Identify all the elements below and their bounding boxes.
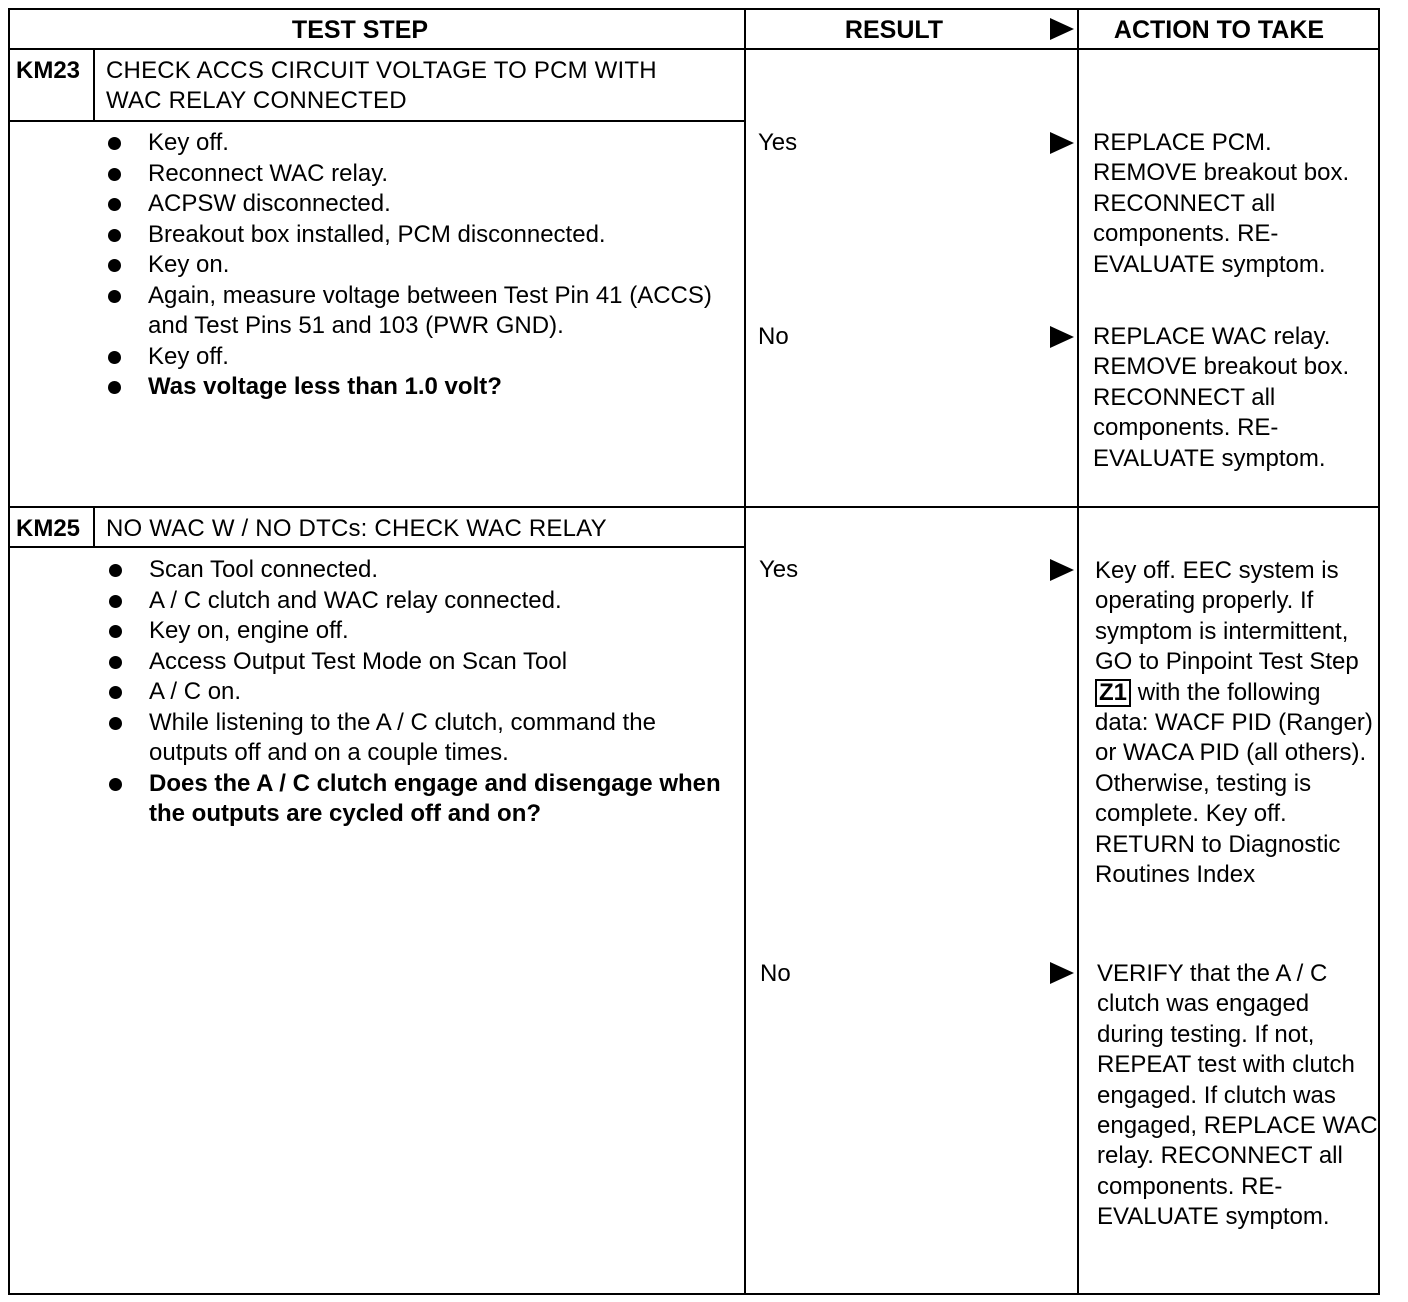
km25-title-rule	[10, 546, 744, 548]
pinpoint-step-ref: Z1	[1095, 679, 1131, 707]
list-item: Access Output Test Mode on Scan Tool	[107, 647, 727, 678]
list-item: Key off.	[106, 342, 726, 373]
right-triangle-icon	[1050, 326, 1074, 348]
header-result: RESULT	[844, 16, 944, 44]
km23-result-no: No	[758, 323, 789, 350]
list-item: Again, measure voltage between Test Pin 41 (ACCS) and Test Pins 51 and 103 (PWR GND).	[106, 281, 726, 342]
bullet-icon	[108, 198, 121, 211]
list-item: Scan Tool connected.	[107, 555, 727, 586]
km25-result-no: No	[760, 960, 791, 987]
km23-title-line2: WAC RELAY CONNECTED	[106, 87, 407, 114]
list-item: Breakout box installed, PCM disconnected.	[106, 220, 726, 251]
km23-title-rule	[10, 120, 744, 122]
km23-title-line1: CHECK ACCS CIRCUIT VOLTAGE TO PCM WITH	[106, 57, 657, 84]
bullet-icon	[109, 778, 122, 791]
section-divider	[10, 506, 1380, 508]
bullet-icon	[108, 381, 121, 394]
km25-result-yes: Yes	[759, 556, 799, 583]
divider-teststep-result	[744, 10, 746, 1295]
km23-step-list	[106, 128, 726, 403]
bullet-icon	[109, 717, 122, 730]
list-item: While listening to the A / C clutch, command the outputs off and on a couple times.	[107, 708, 727, 769]
bullet-icon	[109, 564, 122, 577]
km25-step-id: KM25	[16, 515, 81, 542]
km23-action-yes: REPLACE PCM. REMOVE breakout box. RECONNECT all components. RE-EVALUATE symptom.	[1093, 129, 1350, 278]
header-action: ACTION TO TAKE	[1113, 16, 1325, 44]
list-item: Key on.	[106, 250, 726, 281]
right-triangle-icon	[1050, 962, 1074, 984]
km23-result-yes: Yes	[758, 129, 798, 156]
bullet-icon	[109, 595, 122, 608]
bullet-icon	[109, 686, 122, 699]
km25-step-list	[107, 555, 727, 830]
bullet-icon	[109, 656, 122, 669]
km23-step-id: KM23	[16, 57, 81, 84]
right-triangle-icon	[1050, 18, 1074, 40]
km23-question: Was voltage less than 1.0 volt?	[106, 372, 726, 403]
list-item: A / C on.	[107, 677, 727, 708]
list-item: Reconnect WAC relay.	[106, 159, 726, 190]
bullet-icon	[108, 259, 121, 272]
divider-result-action	[1077, 10, 1079, 1295]
right-triangle-icon	[1050, 559, 1074, 581]
km23-action-no: REPLACE WAC relay. REMOVE breakout box. RECONNECT all components. RE-EVALUATE symptom.	[1093, 323, 1350, 472]
km25-action-yes-text: Key off. EEC system is operating properly. If symptom is intermittent, GO to Pinpoint Test Step	[1095, 557, 1359, 676]
km25-action-no: VERIFY that the A / C clutch was engaged during testing. If not, REPEAT test with clutch engaged. If clutch was engaged, REPLACE WAC relay. RECONNECT all components. RE-EVALUATE symptom.	[1097, 960, 1378, 1231]
km25-action-yes-text-cont: with the following data: WACF PID (Ranger) or WACA PID (all others). Otherwise, testing is complete. Key off. RETURN to Diagnostic Routines Index	[1095, 678, 1373, 889]
bullet-icon	[108, 168, 121, 181]
bullet-icon	[108, 351, 121, 364]
list-item: Key on, engine off.	[107, 616, 727, 647]
km25-title: NO WAC W / NO DTCs: CHECK WAC RELAY	[106, 515, 607, 542]
right-triangle-icon	[1050, 132, 1074, 154]
list-item: A / C clutch and WAC relay connected.	[107, 586, 727, 617]
header-test-step: TEST STEP	[291, 16, 429, 44]
list-item: ACPSW disconnected.	[106, 189, 726, 220]
bullet-icon	[108, 137, 121, 150]
km25-action-yes	[1095, 556, 1380, 890]
km23-id-divider	[93, 50, 95, 120]
km25-question: Does the A / C clutch engage and disengage when the outputs are cycled off and on?	[107, 769, 727, 830]
bullet-icon	[108, 290, 121, 303]
bullet-icon	[109, 625, 122, 638]
diagnostic-table	[8, 8, 1380, 1295]
bullet-icon	[108, 229, 121, 242]
km25-id-divider	[93, 508, 95, 548]
list-item: Key off.	[106, 128, 726, 159]
